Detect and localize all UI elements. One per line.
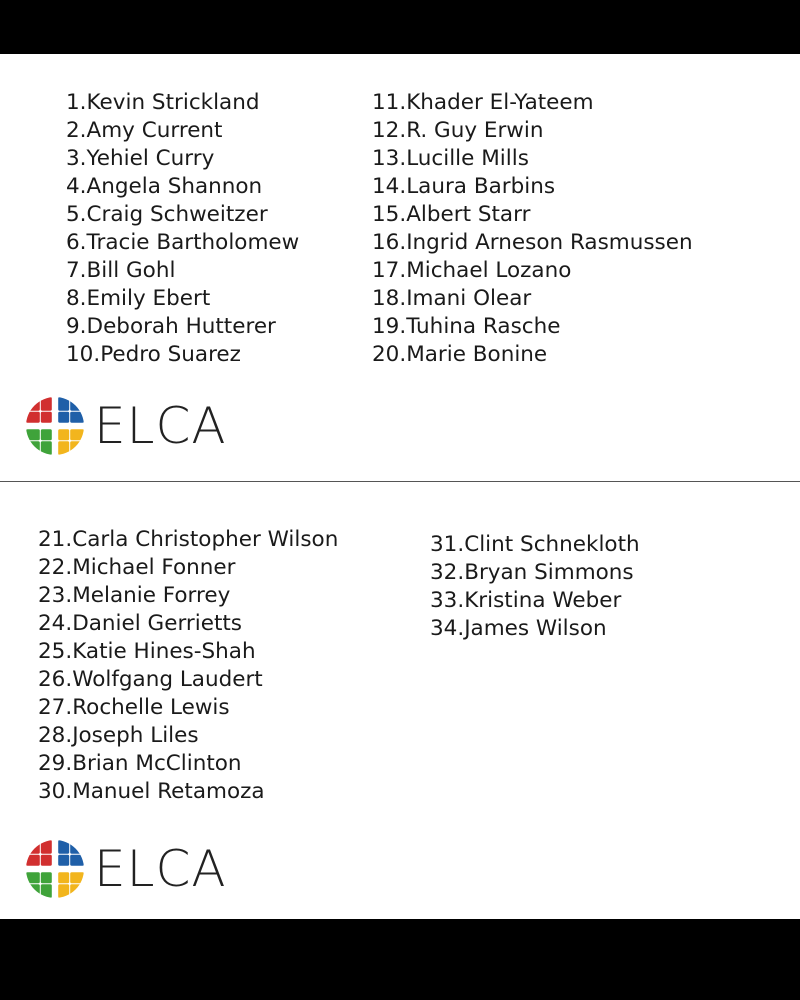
list-item: 9.Deborah Hutterer: [66, 314, 276, 339]
list-item: 31.Clint Schnekloth: [430, 532, 640, 557]
list-item: 21.Carla Christopher Wilson: [38, 527, 339, 552]
list-item: 3.Yehiel Curry: [66, 146, 215, 171]
elca-cross-globe-icon: [24, 838, 86, 900]
list-item: 13.Lucille Mills: [372, 146, 529, 171]
name-list-column-1: [66, 89, 299, 369]
list-item: 33.Kristina Weber: [430, 588, 622, 613]
list-item: 26.Wolfgang Laudert: [38, 667, 263, 692]
name-card-1: [0, 54, 800, 481]
elca-logo: [24, 393, 227, 459]
list-item: 27.Rochelle Lewis: [38, 695, 230, 720]
elca-logo: [24, 836, 227, 902]
list-item: 17.Michael Lozano: [372, 258, 572, 283]
elca-cross-globe-icon: [24, 395, 86, 457]
list-item: 19.Tuhina Rasche: [372, 314, 561, 339]
list-item: 12.R. Guy Erwin: [372, 118, 544, 143]
list-item: 7.Bill Gohl: [66, 258, 176, 283]
list-item: 10.Pedro Suarez: [66, 342, 241, 367]
list-item: 30.Manuel Retamoza: [38, 779, 265, 804]
name-list-column-1: [38, 526, 338, 806]
list-item: 29.Brian McClinton: [38, 751, 242, 776]
list-item: 14.Laura Barbins: [372, 174, 556, 199]
list-item: 18.Imani Olear: [372, 286, 532, 311]
logo-wordmark: ELCA: [94, 840, 227, 898]
list-item: 28.Joseph Liles: [38, 723, 199, 748]
list-item: 11.Khader El-Yateem: [372, 90, 594, 115]
list-item: 32.Bryan Simmons: [430, 560, 634, 585]
list-item: 5.Craig Schweitzer: [66, 202, 268, 227]
list-item: 23.Melanie Forrey: [38, 583, 231, 608]
name-card-2: [0, 482, 800, 919]
list-item: 34.James Wilson: [430, 616, 607, 641]
name-list-column-2: [430, 531, 640, 643]
list-item: 15.Albert Starr: [372, 202, 531, 227]
list-item: 8.Emily Ebert: [66, 286, 211, 311]
list-item: 6.Tracie Bartholomew: [66, 230, 300, 255]
list-item: 16.Ingrid Arneson Rasmussen: [372, 230, 693, 255]
list-item: 1.Kevin Strickland: [66, 90, 260, 115]
name-list-column-2: [372, 89, 693, 369]
list-item: 2.Amy Current: [66, 118, 223, 143]
list-item: 25.Katie Hines-Shah: [38, 639, 256, 664]
list-item: 4.Angela Shannon: [66, 174, 263, 199]
logo-wordmark: ELCA: [94, 397, 227, 455]
list-item: 24.Daniel Gerrietts: [38, 611, 243, 636]
list-item: 20.Marie Bonine: [372, 342, 548, 367]
list-item: 22.Michael Fonner: [38, 555, 236, 580]
